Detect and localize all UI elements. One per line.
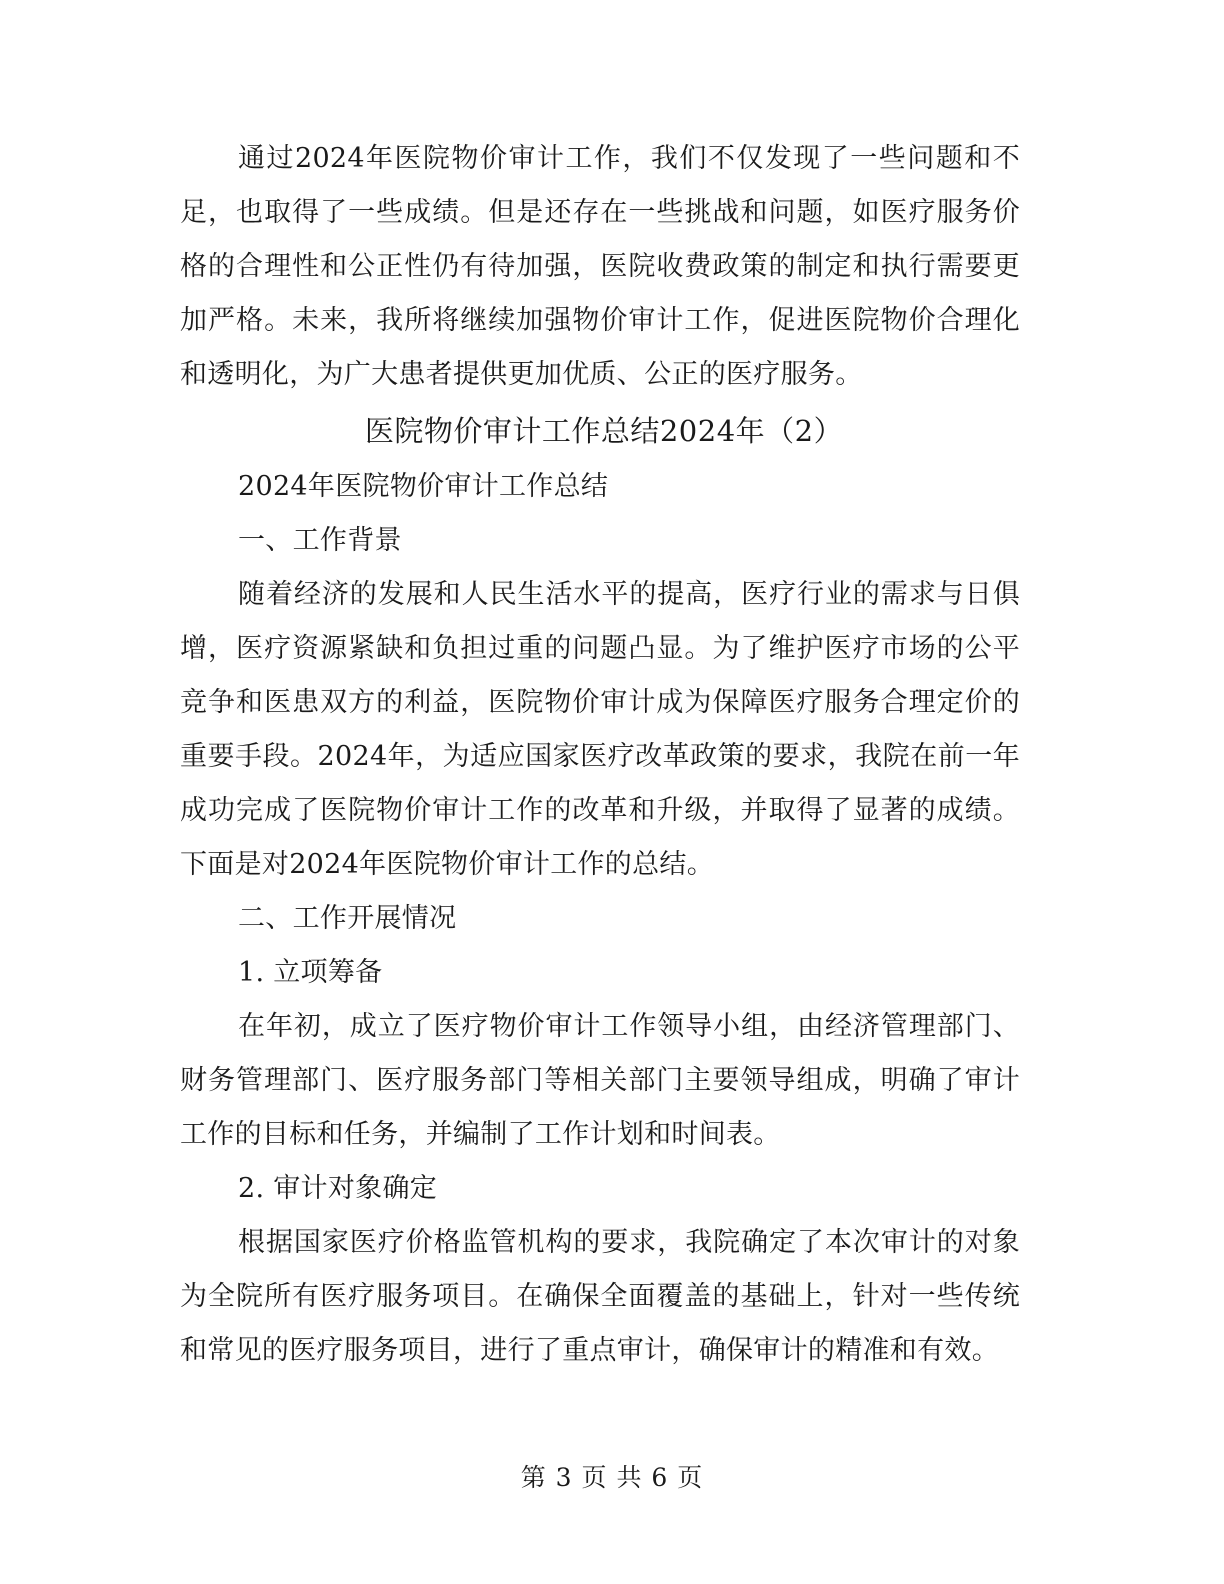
subheading-audit-scope: 2. 审计对象确定 — [238, 1173, 438, 1204]
subheading-project-preparation: 1. 立项筹备 — [238, 957, 383, 988]
section-title: 医院物价审计工作总结2024年（2） — [364, 414, 844, 448]
background-paragraph: 随着经济的发展和人民生活水平的提高，医疗行业的需求与日俱增，医疗资源紧缺和负担过重的问题凸显。为了维护医疗市场的公平竞争和医患双方的利益，医院物价审计成为保障医疗服务合理定价的重要手段。2024年，为适应国家医疗改革政策的要求，我院在前一年成功完成了医院物价审计工作的改革和升级，并取得了显著的成绩。下面是对2024年医院物价审计工作的总结。 — [180, 579, 1020, 880]
audit-scope-paragraph: 根据国家医疗价格监管机构的要求，我院确定了本次审计的对象为全院所有医疗服务项目。在确保全面覆盖的基础上，针对一些传统和常见的医疗服务项目，进行了重点审计，确保审计的精准和有效。 — [180, 1227, 1020, 1366]
document-subtitle: 2024年医院物价审计工作总结 — [238, 471, 609, 502]
project-preparation-paragraph: 在年初，成立了医疗物价审计工作领导小组，由经济管理部门、财务管理部门、医疗服务部门等相关部门主要领导组成，明确了审计工作的目标和任务，并编制了工作计划和时间表。 — [180, 1011, 1020, 1150]
heading-work-progress: 二、工作开展情况 — [238, 903, 457, 934]
intro-paragraph: 通过2024年医院物价审计工作，我们不仅发现了一些问题和不足，也取得了一些成绩。但是还存在一些挑战和问题，如医疗服务价格的合理性和公正性仍有待加强，医院收费政策的制定和执行需要更加严格。未来，我所将继续加强物价审计工作，促进医院物价合理化和透明化，为广大患者提供更加优质、公正的医疗服务。 — [180, 143, 1020, 390]
page-number-footer: 第 3 页 共 6 页 — [520, 1463, 704, 1492]
document-body — [180, 132, 1020, 1378]
heading-background: 一、工作背景 — [238, 525, 402, 556]
